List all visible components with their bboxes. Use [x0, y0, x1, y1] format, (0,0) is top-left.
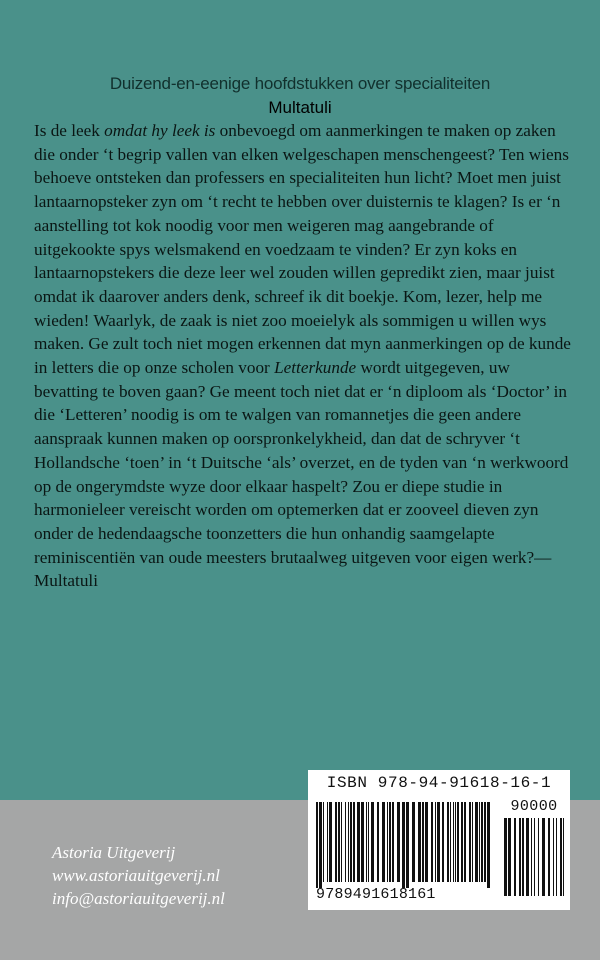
addon-barcode — [504, 818, 564, 902]
barcode-bar — [508, 818, 511, 896]
isbn-text: ISBN 978-94-91618-16-1 — [326, 774, 552, 792]
barcode-bar — [450, 802, 451, 882]
barcode-bar — [519, 818, 521, 896]
barcode-bar — [455, 802, 456, 882]
barcode-bar — [560, 818, 562, 896]
barcode-bar — [479, 802, 480, 882]
barcode-bar — [335, 802, 337, 882]
barcode-bar — [563, 818, 564, 896]
publisher-name: Astoria Uitgeverij — [52, 843, 176, 862]
barcode-bar — [469, 802, 471, 882]
blurb-part-1: Is de leek — [34, 121, 105, 140]
barcode-bar — [514, 818, 516, 896]
ean-barcode — [316, 802, 491, 888]
barcode-bar — [538, 818, 539, 896]
blurb-italic-2: Letterkunde — [274, 358, 357, 378]
barcode-bar — [435, 802, 436, 882]
barcode-bar — [377, 802, 379, 882]
barcode-bar — [461, 802, 463, 882]
barcode-bar — [437, 802, 440, 882]
barcode-bar — [481, 802, 483, 882]
addon-digits: 90000 — [510, 798, 558, 815]
barcode-bar — [475, 802, 478, 882]
barcode-bar — [406, 802, 409, 888]
ean-digits: 9789491618161 — [316, 886, 436, 903]
publisher-website[interactable]: www.astoriauitgeverij.nl — [52, 866, 220, 885]
barcode-bar — [531, 818, 532, 896]
barcode-bar — [392, 802, 394, 882]
barcode-bar — [457, 802, 459, 882]
barcode-bar — [316, 802, 318, 888]
barcode-bar — [338, 802, 340, 882]
barcode-bar — [472, 802, 473, 882]
barcode-bar — [422, 802, 424, 882]
barcode-bar — [464, 802, 466, 882]
barcode-bar — [366, 802, 367, 882]
blurb-text — [34, 119, 572, 593]
publisher-email[interactable]: info@astoriauitgeverij.nl — [52, 889, 225, 908]
barcode-bar — [361, 802, 364, 882]
barcode-bar — [556, 818, 557, 896]
barcode-bar — [484, 802, 486, 882]
barcode-bar — [534, 818, 535, 896]
barcode-bar — [412, 802, 415, 882]
barcode-bar — [504, 818, 507, 896]
book-subtitle: Duizend-en-eenige hoofdstukken over specialiteiten — [109, 74, 491, 93]
barcode-bar — [387, 802, 388, 882]
barcode-bar — [382, 802, 385, 882]
barcode-bar — [327, 802, 328, 882]
barcode-bar — [341, 802, 342, 882]
barcode-bar — [542, 818, 545, 896]
barcode-bar — [350, 802, 352, 882]
barcode-bar — [319, 802, 322, 888]
barcode-bar — [526, 818, 529, 896]
barcode-bar — [418, 802, 421, 882]
barcode-bar — [389, 802, 391, 882]
barcode-bar — [368, 802, 369, 882]
barcode-bar — [442, 802, 444, 882]
blurb-italic-1: omdat hy leek is — [104, 121, 216, 140]
barcode-bar — [329, 802, 332, 882]
barcode-bar — [487, 802, 490, 888]
barcode-bar — [371, 802, 374, 882]
barcode-bar — [447, 802, 449, 882]
author-name: Multatuli — [268, 98, 332, 117]
barcode-bar — [453, 802, 454, 882]
barcode-bar — [548, 818, 550, 896]
barcode-bar — [397, 802, 400, 882]
barcode-label — [308, 770, 570, 910]
blurb-part-2: onbevoegd om aanmerkingen te maken op zaken die onder ‘t begrip vallen van elken welgeschapen menschengeest? Ten wiens behoeve ontsteken dan professers en specialiteiten hun licht? Moet men juist lantaarnopsteker zyn om ‘t recht te hebben over duisternis te klagen? Is er ‘n aanstelling tot kok noodig voor men weigeren mag aangebrande of uitgekookte spys welsmakend en voedzaam te vinden? Er zyn koks en lantaarnopstekers die deze leer wel zouden willen gepredikt zien, maar juist omdat ik daarover anders denk, schreef ik dit boekje. Kom, lezer, help me wieden! Waarlyk, de zaak is niet zoo moeielyk als sommigen u willen wys maken. Ge zult toch niet mogen erkennen dat myn aanmerkingen op de kunde in letters die op onze scholen voor — [34, 121, 571, 378]
barcode-bar — [323, 802, 324, 882]
barcode-bar — [522, 818, 524, 896]
barcode-bar — [402, 802, 405, 888]
barcode-bar — [431, 802, 433, 882]
barcode-bar — [353, 802, 355, 882]
barcode-bar — [345, 802, 346, 882]
barcode-bar — [348, 802, 349, 882]
barcode-bar — [553, 818, 554, 896]
barcode-bar — [425, 802, 428, 882]
blurb-part-3: wordt uitgegeven, uw bevatting te boven gaan? Ge meent toch niet dat er ‘n diploom als ‘Doctor’ in die ‘Letteren’ noodig is om te walgen van romannetjes die geen andere aanspraak kunnen maken op oorspronkelykheid, dan dat de schryver ‘t Hollandsche ‘toen’ in ‘t Duitsche ‘als’ overzet, en de tyden van ‘n werkwoord op de ongerymdste wyze door elkaar haspelt? Zou er diepe studie in harmonieleer vereischt worden om optemerken dat er zooveel dieven zyn onder de hedendaagsche toonzetters die hun onhandig saamgelapte reminiscentiën van oude meesters brutaalweg uitgeven voor eigen werk?—Multatuli — [34, 358, 569, 591]
barcode-bar — [357, 802, 360, 882]
